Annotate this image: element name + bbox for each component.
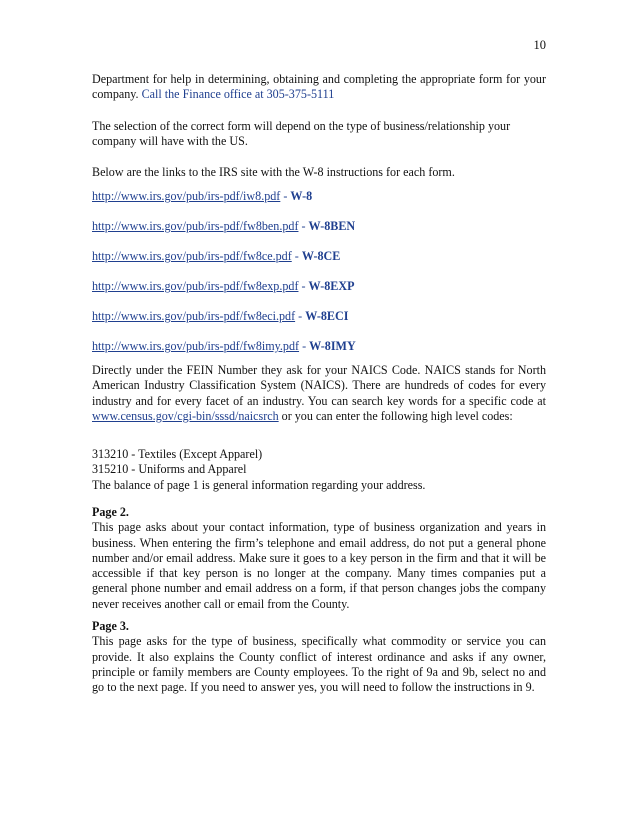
- link-row-w8: [92, 189, 312, 204]
- separator: -: [280, 189, 291, 203]
- irs-link[interactable]: http://www.irs.gov/pub/irs-pdf/fw8ben.pdf: [92, 219, 299, 233]
- naics-text-end: or you can enter the following high level codes:: [278, 408, 513, 423]
- link-row-w8exp: [92, 279, 354, 294]
- form-name: W-8IMY: [309, 339, 356, 353]
- irs-link[interactable]: http://www.irs.gov/pub/irs-pdf/fw8eci.pdf: [92, 309, 296, 323]
- form-name: W-8: [290, 189, 313, 203]
- form-name: W-8ECI: [305, 309, 349, 323]
- naics-paragraph: [92, 363, 546, 424]
- irs-link[interactable]: http://www.irs.gov/pub/irs-pdf/fw8exp.pdf: [92, 279, 299, 293]
- page3-heading: Page 3.: [92, 619, 129, 633]
- separator: -: [295, 309, 306, 323]
- naics-text: Directly under the FEIN Number they ask for your NAICS Code. NAICS stands for North American Industry Classification System (NAICS). There are hundreds of codes for every industry and for every facet of an industry. You can search key words for a specific code at: [92, 363, 546, 408]
- link-row-w8ce: [92, 249, 340, 264]
- page2-heading: Page 2.: [92, 505, 129, 519]
- code-uniforms: 315210 - Uniforms and Apparel: [92, 462, 247, 477]
- page2-text: This page asks about your contact information, type of business organization and years in business. When entering the firm’s telephone and email address, do not put a general phone number and/or email address. Make sure it goes to a key person in the firm and that it will be accessible if that key person is no longer at the company. Many times companies put a general phone number and email address on a form, if that person changes jobs the company never receives another call or email from the County.: [92, 520, 546, 611]
- page3-section: [92, 619, 546, 695]
- selection-paragraph: The selection of the correct form will depend on the type of business/relationship your company will have with the US.: [92, 119, 511, 149]
- codes-block: [92, 447, 546, 493]
- naics-search-link[interactable]: www.census.gov/cgi-bin/sssd/naicsrch: [92, 408, 279, 423]
- separator: -: [298, 219, 309, 233]
- page2-section: [92, 505, 546, 612]
- separator: -: [298, 279, 309, 293]
- form-name: W-8EXP: [308, 279, 355, 293]
- irs-link[interactable]: http://www.irs.gov/pub/irs-pdf/fw8imy.pdf: [92, 339, 300, 353]
- irs-link[interactable]: http://www.irs.gov/pub/irs-pdf/fw8ce.pdf: [92, 249, 292, 263]
- finance-contact: Call the Finance office at 305-375-5111: [141, 87, 335, 102]
- link-row-w8imy: [92, 339, 356, 354]
- address-note: The balance of page 1 is general information regarding your address.: [92, 477, 426, 492]
- irs-link[interactable]: http://www.irs.gov/pub/irs-pdf/iw8.pdf: [92, 189, 281, 203]
- intro-paragraph: [92, 72, 546, 103]
- link-row-w8eci: [92, 309, 348, 324]
- code-textiles: 313210 - Textiles (Except Apparel): [92, 447, 263, 461]
- intro-text: Department for help in determining, obtaining and completing the appropriate form for your company.: [92, 72, 546, 102]
- separator: -: [299, 339, 310, 353]
- separator: -: [291, 249, 302, 263]
- links-intro: Below are the links to the IRS site with the W-8 instructions for each form.: [92, 165, 455, 179]
- form-name: W-8BEN: [308, 219, 356, 233]
- form-name: W-8CE: [301, 249, 341, 263]
- page-number: 10: [533, 38, 546, 52]
- link-row-w8ben: [92, 219, 355, 234]
- page3-text: This page asks for the type of business, specifically what commodity or service you can provide. It also explains the County conflict of interest ordinance and asks if any owner, principle or family members are County employees. To the right of 9a and 9b, select no and go to the next page. If you need to answer yes, you will need to follow the instructions in 9.: [92, 634, 546, 695]
